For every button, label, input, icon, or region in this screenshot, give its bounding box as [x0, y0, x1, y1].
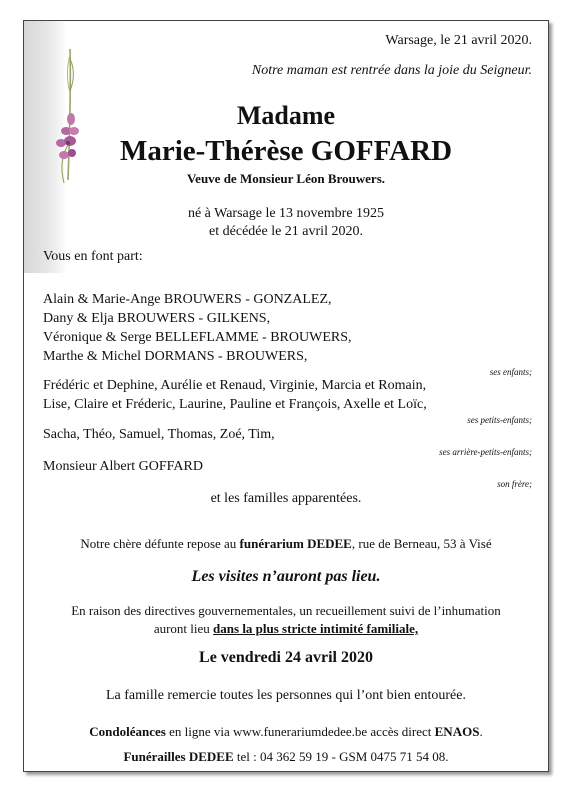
child-line: Marthe & Michel DORMANS - BROUWERS, [43, 349, 308, 364]
place-date: Warsage, le 21 avril 2020. [385, 33, 532, 48]
grandchildren-line: Frédéric et Dephine, Aurélie et Renaud, Virginie, Marcia et Romain, [43, 378, 427, 393]
funeral-contact-line [24, 749, 548, 765]
great-grandchildren-label: ses arrière-petits-enfants; [439, 447, 532, 457]
child-line: Véronique & Serge BELLEFLAMME - BROUWERS, [43, 330, 352, 345]
announce-intro: Vous en font part: [43, 249, 143, 264]
ceremony-date: Le vendredi 24 avril 2020 [199, 649, 373, 666]
honorific-title: Madame [236, 101, 336, 130]
grandchildren-line: Lise, Claire et Fréderic, Laurine, Pauline et François, Axelle et Loïc, [43, 397, 427, 412]
death-line: et décédée le 21 avril 2020. [209, 224, 363, 239]
condolences-end: . [479, 724, 483, 739]
families-line: et les familles apparentées. [210, 491, 362, 506]
great-grandchildren-line: Sacha, Théo, Samuel, Thomas, Zoé, Tim, [43, 427, 275, 442]
private-ceremony-notice: dans la plus stricte intimité familiale, [213, 621, 419, 636]
funeral-home-label: Funérailles DEDEE [123, 749, 234, 764]
child-line: Dany & Elja BROUWERS - GILKENS, [43, 311, 271, 326]
repose-line [24, 536, 548, 552]
directives-pre: auront lieu [153, 621, 214, 636]
thanks-line: La famille remercie toutes les personnes qui l’ont bien entourée. [106, 688, 466, 703]
widow-of-line: Veuve de Monsieur Léon Brouwers. [186, 171, 385, 186]
child-line: Alain & Marie-Ange BROUWERS - GONZALEZ, [43, 292, 332, 307]
directives-line-1: En raison des directives gouvernementales, un recueillement suivi de l’inhumation [71, 603, 501, 618]
repose-pre: Notre chère défunte repose au [80, 536, 240, 551]
directives-line-2 [24, 621, 548, 637]
repose-post: , rue de Berneau, 53 à Visé [351, 536, 492, 551]
brother-line: Monsieur Albert GOFFARD [43, 459, 203, 474]
no-visits-notice: Les visites n’auront pas lieu. [191, 568, 381, 585]
children-label: ses enfants; [489, 367, 532, 377]
condolences-line [24, 724, 548, 740]
funerarium-name: funérarium DEDEE [239, 536, 352, 551]
funeral-phone: tel : 04 362 59 19 - GSM 0475 71 54 08. [233, 749, 449, 764]
obituary-card [23, 20, 549, 772]
grandchildren-label: ses petits-enfants; [467, 415, 532, 425]
brother-label: son frère; [497, 479, 532, 489]
condolences-label: Condoléances [89, 724, 166, 739]
birth-line: né à Warsage le 13 novembre 1925 [187, 206, 385, 221]
deceased-name: Marie-Thérèse GOFFARD [119, 135, 453, 167]
epigraph: Notre maman est rentrée dans la joie du Seigneur. [251, 63, 532, 78]
access-code: ENAOS [434, 724, 480, 739]
condolences-text: en ligne via www.funerariumdedee.be accès direct [165, 724, 435, 739]
